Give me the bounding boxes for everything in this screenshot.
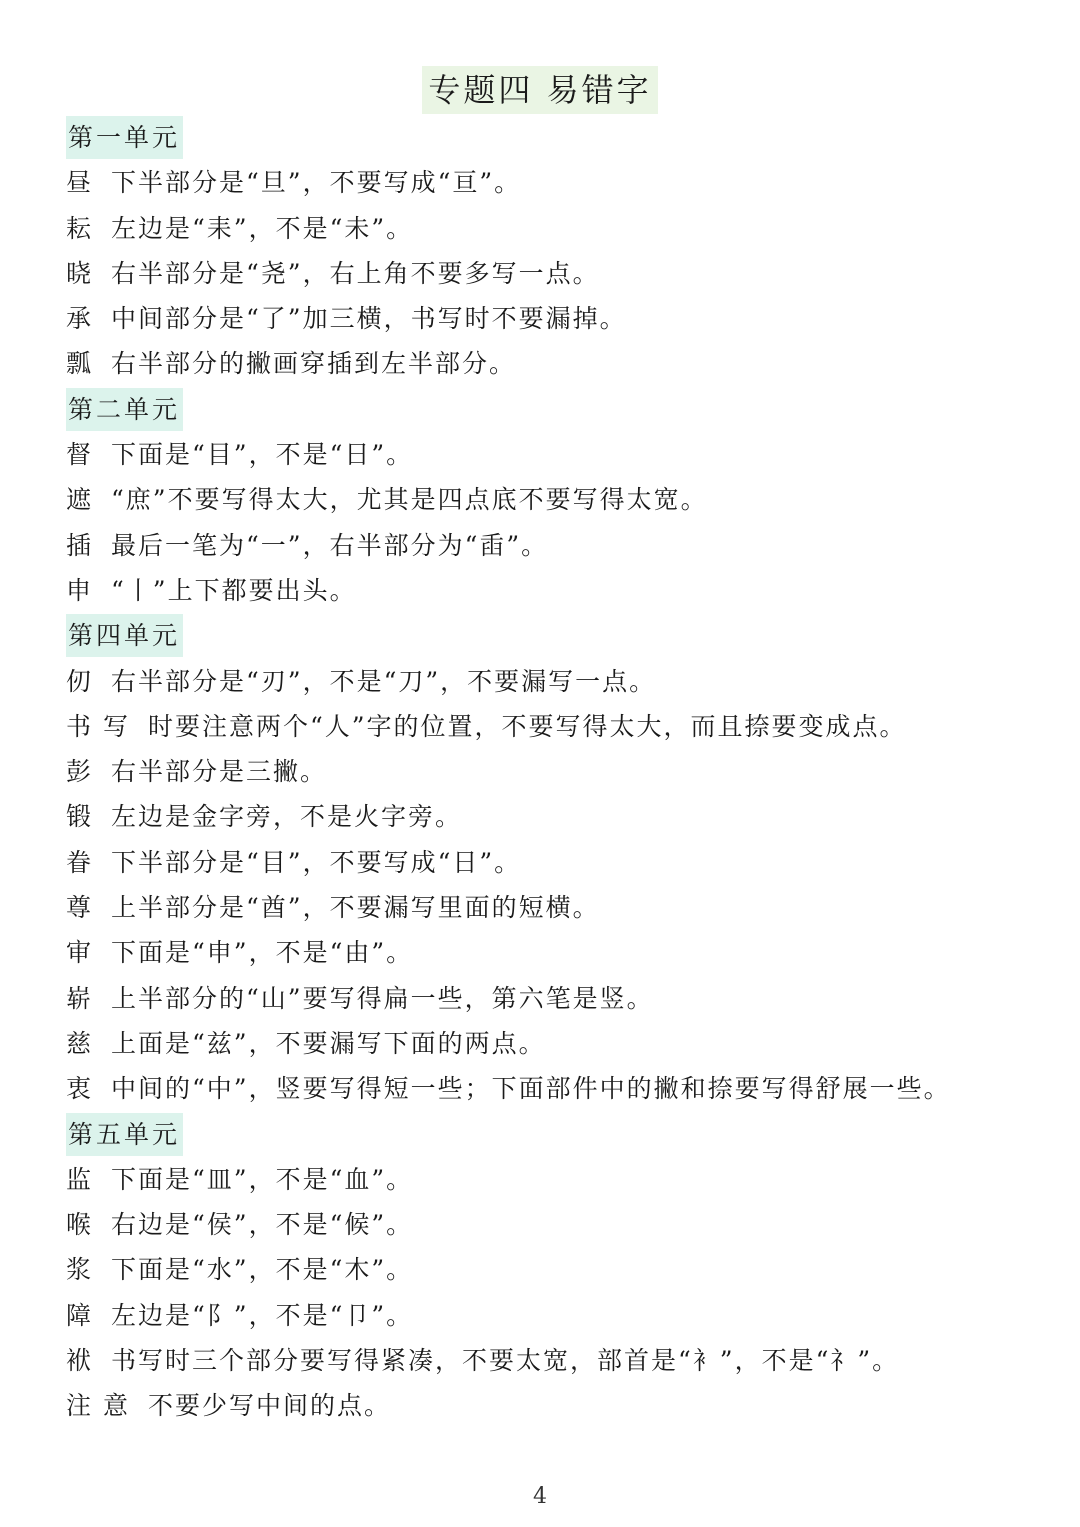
title-area — [0, 66, 1080, 114]
entry-description: 右半部分的撇画穿插到左半部分。 — [111, 349, 517, 379]
entry-row — [66, 840, 1066, 885]
entry-character: 申 — [66, 575, 94, 605]
entry-description: 中间部分是“了”加三横，书写时不要漏掉。 — [111, 304, 627, 334]
entry-description: 下面是“目”，不是“日”。 — [111, 440, 414, 470]
entry-description: 下半部分是“目”，不要写成“日”。 — [111, 847, 522, 877]
entry-character: 晓 — [66, 258, 94, 288]
entry-description: 右边是“侯”，不是“候”。 — [111, 1210, 414, 1240]
entry-character: 督 — [66, 440, 94, 470]
page-number: 4 — [533, 1484, 547, 1509]
unit-title: 第五单元 — [66, 1113, 183, 1156]
entry-row — [66, 251, 1066, 296]
entry-character: 监 — [66, 1164, 94, 1194]
entry-character: 障 — [66, 1300, 94, 1330]
entry-character: 喉 — [66, 1210, 94, 1240]
entry-character: 锻 — [66, 802, 94, 832]
entry-description: 下面是“水”，不是“木”。 — [111, 1255, 414, 1285]
entry-description: 右半部分是三撇。 — [111, 757, 328, 787]
entry-character: 耘 — [66, 213, 94, 243]
entry-description: 左边是金字旁，不是火字旁。 — [111, 802, 463, 832]
entry-character: 书 写 — [66, 711, 130, 741]
entry-row — [66, 432, 1066, 477]
entry-description: 左边是“耒”，不是“未”。 — [111, 213, 414, 243]
unit-title: 第四单元 — [66, 614, 183, 657]
entry-row — [66, 1157, 1066, 1202]
entry-character: 浆 — [66, 1255, 94, 1285]
entry-character: 遮 — [66, 485, 94, 515]
entry-row — [66, 206, 1066, 251]
entry-description: 右半部分是“尧”，右上角不要多写一点。 — [111, 258, 600, 288]
entry-row — [66, 160, 1066, 205]
entry-row — [66, 523, 1066, 568]
entry-description: 左边是“阝”，不是“卩”。 — [111, 1300, 414, 1330]
entry-row — [66, 1338, 1066, 1383]
entry-character: 审 — [66, 938, 94, 968]
entry-description: 右半部分是“刃”，不是“刀”，不要漏写一点。 — [111, 666, 657, 696]
entry-character: 袱 — [66, 1346, 94, 1376]
entry-row — [66, 296, 1066, 341]
entry-row — [66, 1293, 1066, 1338]
entry-row — [66, 794, 1066, 839]
entry-description: 书写时三个部分要写得紧凑，不要太宽，部首是“衤”，不是“礻”。 — [111, 1346, 900, 1376]
entry-character: 慈 — [66, 1028, 94, 1058]
entry-row — [66, 885, 1066, 930]
entry-row — [66, 659, 1066, 704]
entry-row — [66, 1066, 1066, 1111]
entry-character: 瓢 — [66, 349, 94, 379]
unit-heading-1 — [66, 115, 1066, 160]
entry-character: 注 意 — [66, 1391, 130, 1421]
entry-description: “丨”上下都要出头。 — [111, 575, 357, 605]
entry-character: 眷 — [66, 847, 94, 877]
unit-heading-2 — [66, 387, 1066, 432]
unit-heading-4 — [66, 613, 1066, 658]
entry-character: 昼 — [66, 168, 94, 198]
entry-description: 最后一笔为“一”，右半部分为“臿”。 — [111, 530, 549, 560]
entry-character: 插 — [66, 530, 94, 560]
entry-description: “庶”不要写得太大，尤其是四点底不要写得太宽。 — [111, 485, 708, 515]
entry-row — [66, 704, 1066, 749]
entry-row — [66, 976, 1066, 1021]
entry-character: 仞 — [66, 666, 94, 696]
unit-title: 第二单元 — [66, 388, 183, 431]
entry-row — [66, 1202, 1066, 1247]
entry-row — [66, 568, 1066, 613]
entry-character: 彭 — [66, 757, 94, 787]
entry-description: 上半部分的“山”要写得扁一些，第六笔是竖。 — [111, 983, 654, 1013]
entry-character: 尊 — [66, 893, 94, 923]
content — [66, 115, 1066, 1429]
entry-description: 不要少写中间的点。 — [147, 1391, 391, 1421]
entry-row — [66, 341, 1066, 386]
page-title: 专题四 易错字 — [422, 66, 657, 114]
entry-description: 下面是“皿”，不是“血”。 — [111, 1164, 414, 1194]
entry-row — [66, 477, 1066, 522]
entry-row — [66, 930, 1066, 975]
entry-row — [66, 1383, 1066, 1428]
entry-character: 承 — [66, 304, 94, 334]
entry-character: 衷 — [66, 1074, 94, 1104]
entry-description: 下面是“申”，不是“由”。 — [111, 938, 414, 968]
entry-row — [66, 1021, 1066, 1066]
entry-description: 时要注意两个“人”字的位置，不要写得太大，而且捺要变成点。 — [147, 711, 907, 741]
entry-row — [66, 749, 1066, 794]
entry-character: 崭 — [66, 983, 94, 1013]
entry-description: 下半部分是“旦”，不要写成“亘”。 — [111, 168, 522, 198]
unit-heading-5 — [66, 1112, 1066, 1157]
entry-description: 上半部分是“酋”，不要漏写里面的短横。 — [111, 893, 600, 923]
unit-title: 第一单元 — [66, 116, 183, 159]
entry-description: 中间的“中”，竖要写得短一些；下面部件中的撇和捺要写得舒展一些。 — [111, 1074, 951, 1104]
entry-row — [66, 1247, 1066, 1292]
entry-description: 上面是“兹”，不要漏写下面的两点。 — [111, 1028, 546, 1058]
